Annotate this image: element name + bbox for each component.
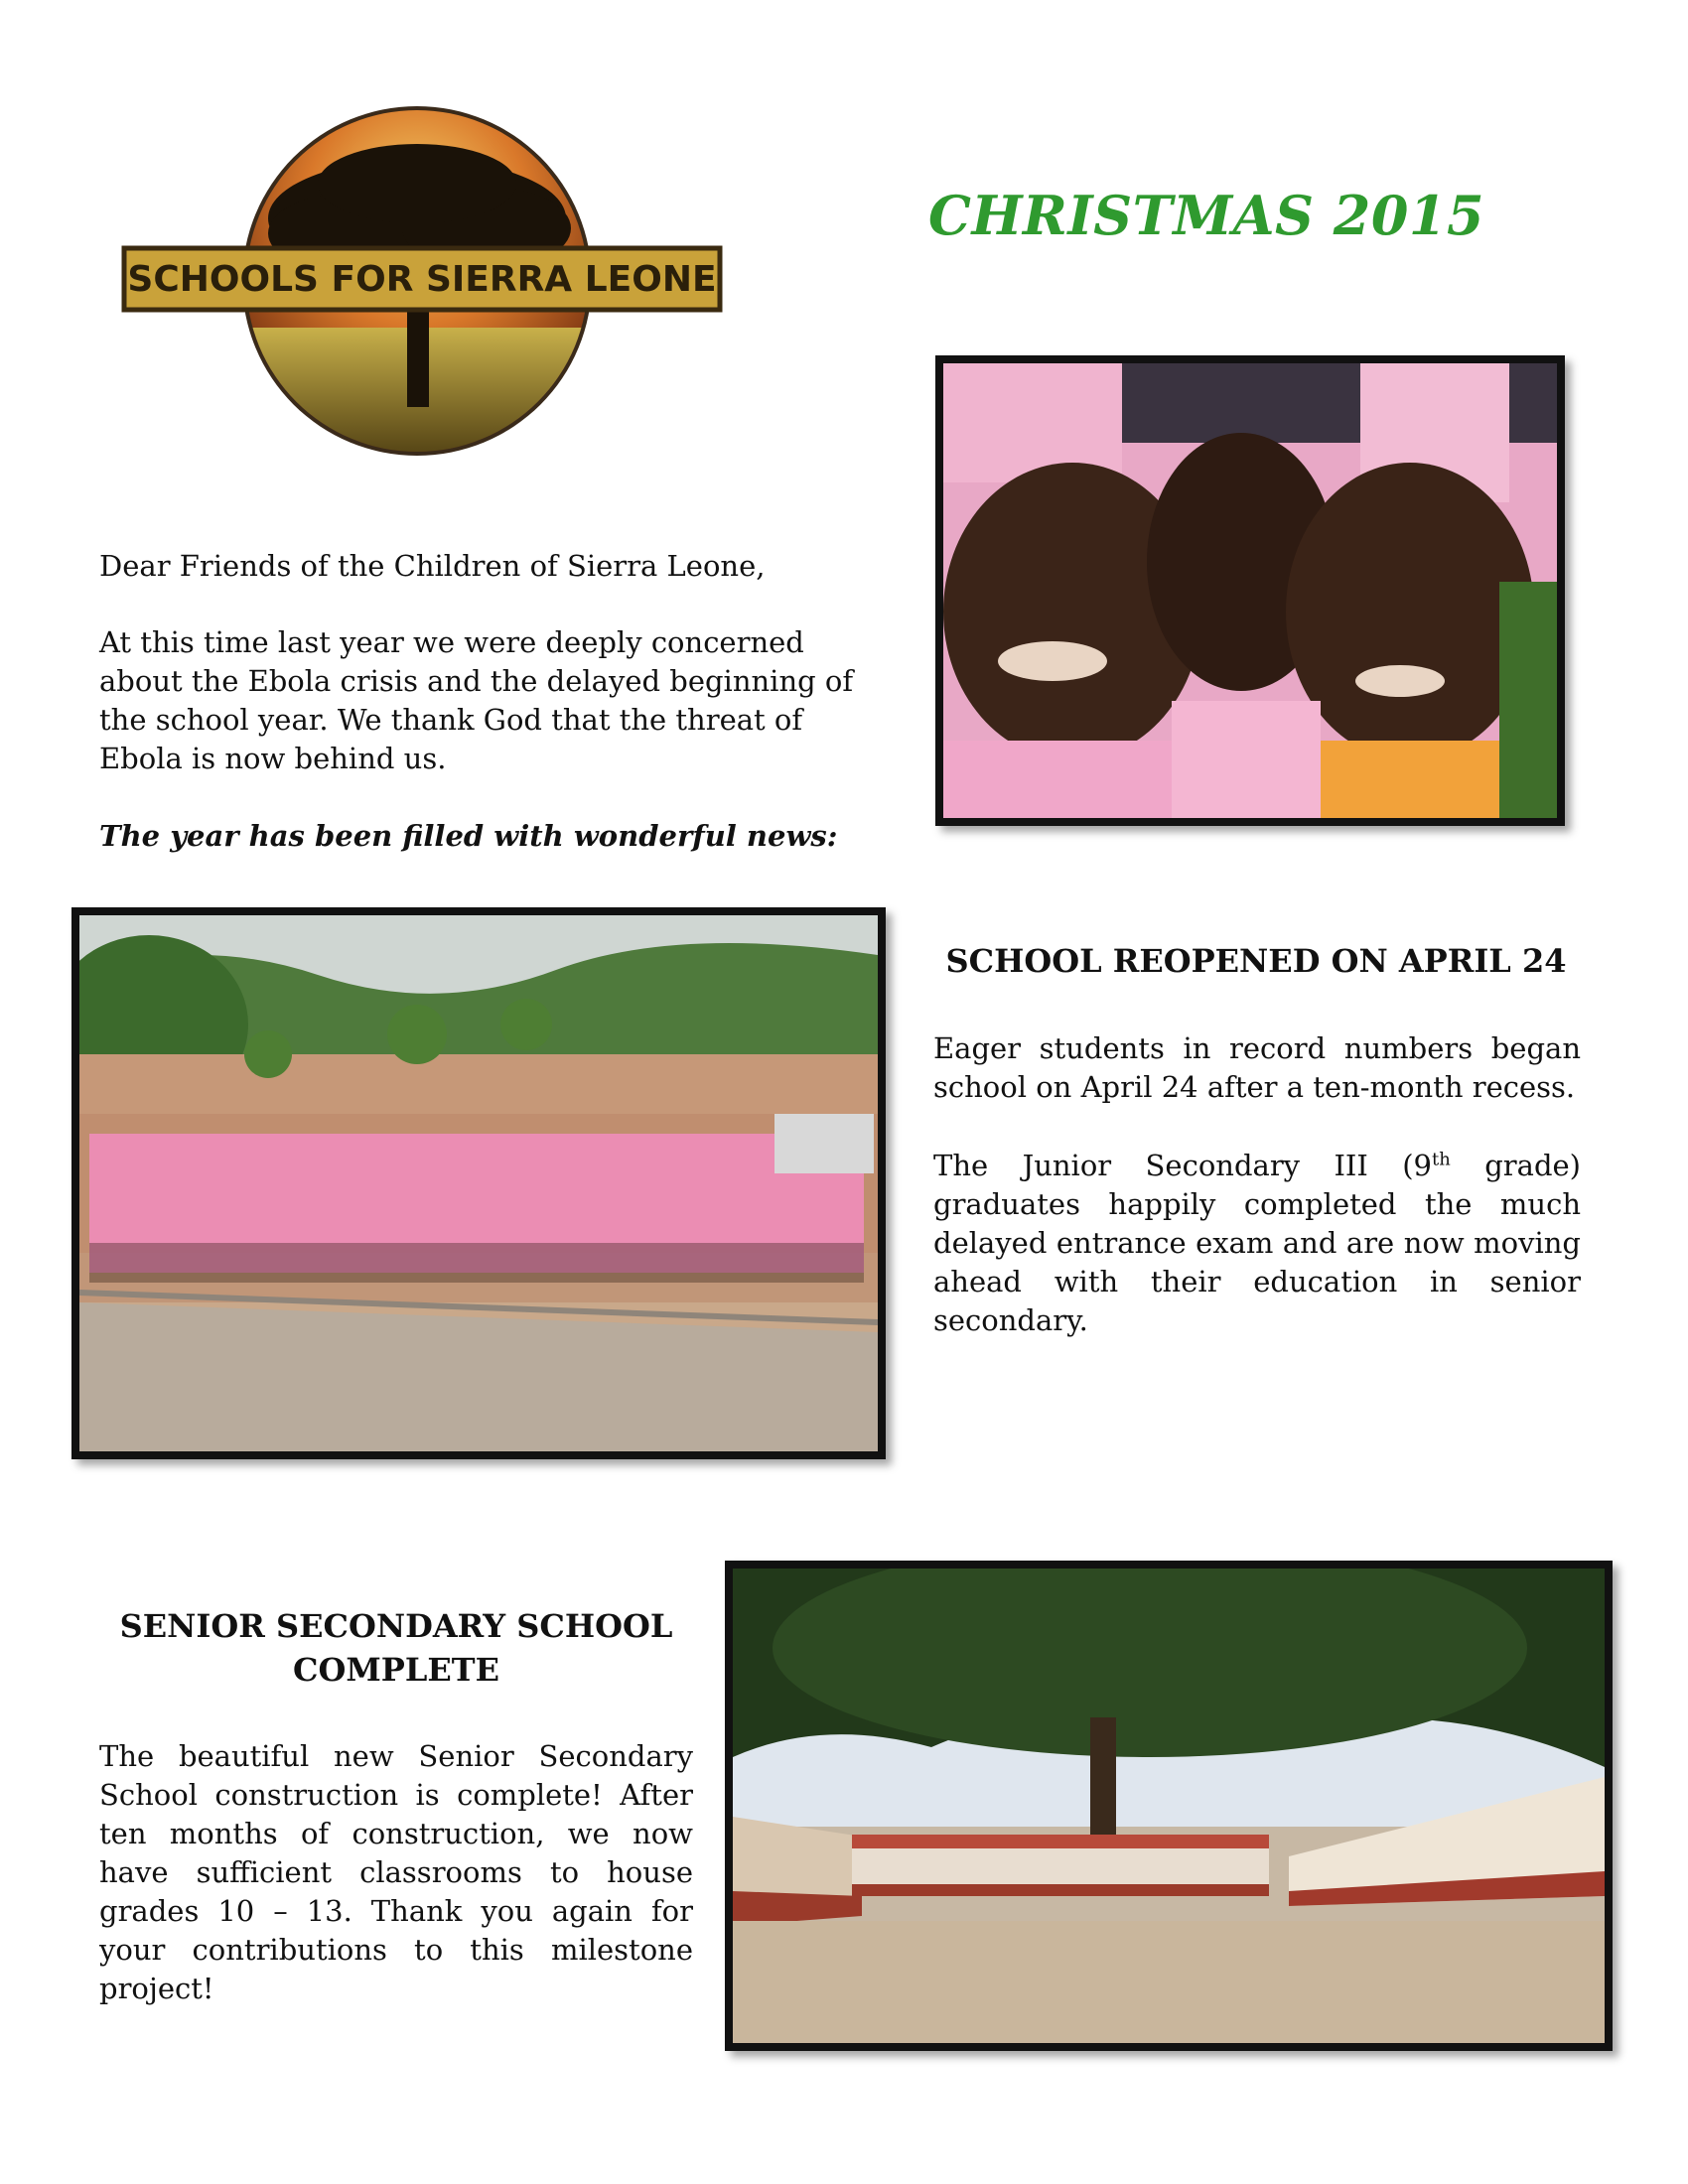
school-building-photo — [725, 1561, 1613, 2051]
reopened-paragraph-2 — [933, 1147, 1581, 1340]
school-assembly-photo — [71, 907, 886, 1459]
logo-text: SCHOOLS FOR SIERRA LEONE — [127, 259, 717, 300]
reopened-paragraph-2-start: The Junior Secondary III (9 — [933, 1149, 1432, 1182]
section-heading-reopened: SCHOOL REOPENED ON APRIL 24 — [945, 942, 1567, 980]
reopened-paragraph-1: Eager students in record numbers began school on April 24 after a ten-month recess. — [933, 1031, 1581, 1104]
reopened-paragraph-2-end: grade) graduates happily completed the much delayed entrance exam and are now moving ahead with their education in senior secondary. — [933, 1149, 1581, 1337]
logo-emblem-icon — [119, 99, 725, 467]
news-lead: The year has been filled with wonderful news: — [99, 819, 838, 853]
children-photo — [935, 355, 1565, 826]
greeting: Dear Friends of the Children of Sierra Leone, — [99, 549, 766, 583]
senior-paragraph: The beautiful new Senior Secondary School construction is complete! After ten months of construction, we now have sufficient classrooms to house grades 10 – 13. Thank you again for your contributions to this milestone project! — [99, 1739, 693, 2005]
section-heading-senior: SENIOR SECONDARY SCHOOL COMPLETE — [119, 1607, 673, 1689]
logo — [119, 99, 725, 467]
ordinal-suffix: th — [1432, 1149, 1451, 1170]
intro-paragraph: At this time last year we were deeply concerned about the Ebola crisis and the delayed beginning of the school year. We thank God that the threat of Ebola is now behind us. — [99, 625, 854, 775]
page-title: CHRISTMAS 2015 — [928, 184, 1485, 247]
